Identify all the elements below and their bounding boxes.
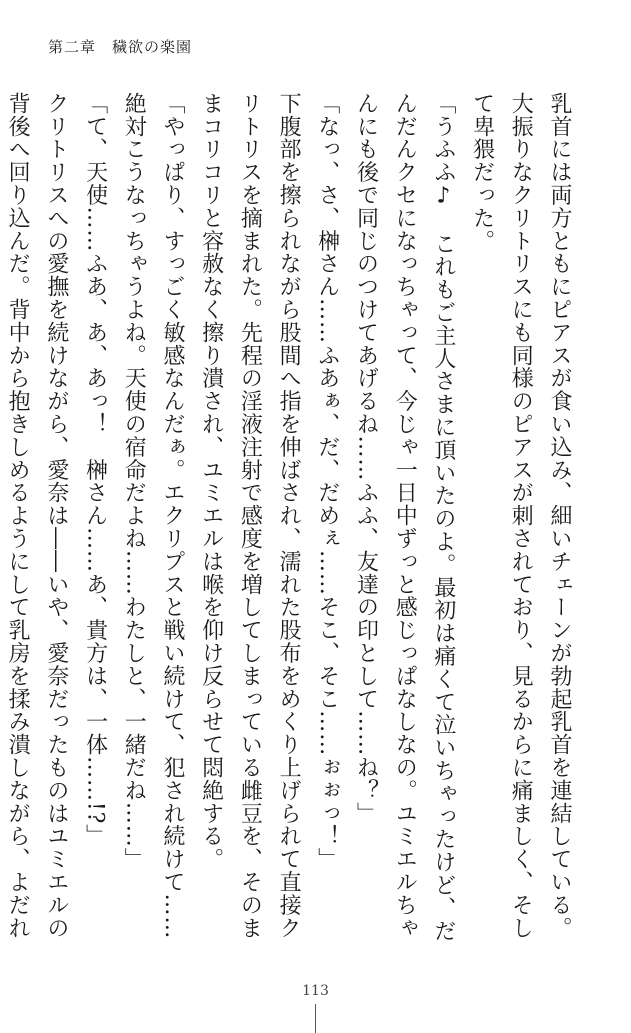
page-number-rule xyxy=(315,1004,316,1033)
page-number: 113 xyxy=(302,983,329,999)
paragraph: 「うふふ♪ これもご主人さまに頂いたのよ。最初は痛くて泣いちゃったけど、だんだんクセになっちゃって、今じゃ一日中ずっと感じっぱなしなの。ユミエルちゃんにも後で同じのつけてあげるね……ふふ、友達の印として……ね？」 xyxy=(353,92,456,943)
paragraph: クリトリスへの愛撫を続けながら、愛奈は――いや、愛奈だったものはユミエルの背後へ回り込んだ。背中から抱きしめるようにして乳房を揉み潰しながら、よだれ xyxy=(5,92,69,940)
paragraph: 「て、天使……ふあ、あ、あっ！ 榊さん……あ、貴方は、一体……!?」 xyxy=(82,92,108,848)
chapter-label: 第二章 xyxy=(48,38,97,56)
running-header xyxy=(48,36,192,57)
paragraph: 「やっぱり、すっごく敏感なんだぁ。エクリプスと戦い続けて、犯され続けて……絶対こうなっちゃうよね。天使の宿命だよね……わたしと、一緒だね……」 xyxy=(121,92,185,940)
paragraph: 下腹部を擦られながら股間へ指を伸ばされ、濡れた股布をめくり上げられて直接クリトリスを摘まれた。先程の淫液注射で感度を増してしまっている雌豆を、そのままコリコリと容赦なく擦り潰され、ユミエルは喉を仰け反らせて悶絶する。 xyxy=(198,92,302,940)
chapter-title: 穢欲の楽園 xyxy=(112,38,193,56)
body-text xyxy=(5,92,578,952)
paragraph: 乳首には両方ともにピアスが食い込み、細いチェーンが勃起乳首を連結している。大振りなクリトリスにも同様のピアスが刺されており、見るからに痛ましく、そして卑猥だった。 xyxy=(469,92,572,940)
paragraph: 「なっ、さ、榊さん……ふあぁ、だ、だめぇ……そこ、そこ……ぉぉっ！」 xyxy=(314,92,340,871)
